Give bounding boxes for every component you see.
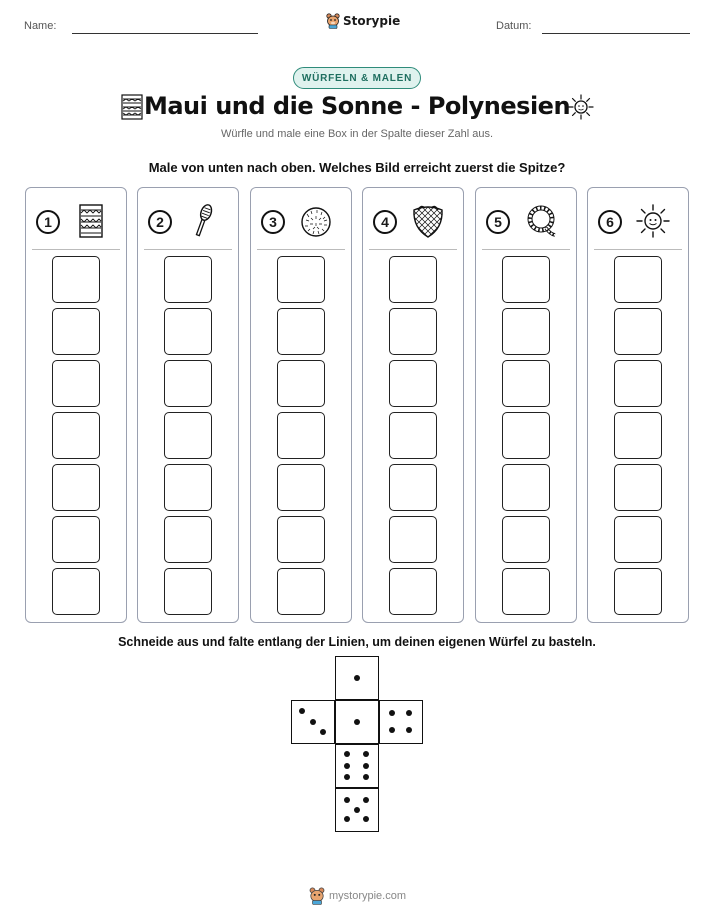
dice-face-1 xyxy=(335,700,379,744)
activity-badge: WÜRFELN & MALEN xyxy=(293,67,421,89)
column-number: 1 xyxy=(36,210,60,234)
coloring-box[interactable] xyxy=(52,360,100,407)
dice-pip xyxy=(354,807,360,813)
dice-face-6 xyxy=(335,744,379,788)
rope-coil-icon xyxy=(522,202,560,240)
coloring-box[interactable] xyxy=(614,256,662,303)
page-title: Maui und die Sonne - Polynesien xyxy=(143,92,571,120)
coloring-box[interactable] xyxy=(614,412,662,459)
coloring-box[interactable] xyxy=(277,360,325,407)
dice-pip xyxy=(363,751,369,757)
dice-pip xyxy=(389,710,395,716)
footer-url: mystorypie.com xyxy=(329,890,407,902)
coloring-box[interactable] xyxy=(277,464,325,511)
coconut-icon xyxy=(297,202,335,240)
coloring-box[interactable] xyxy=(389,256,437,303)
tapa-cloth-icon xyxy=(72,202,110,240)
dice-pip xyxy=(344,774,350,780)
coloring-box[interactable] xyxy=(389,412,437,459)
coloring-box[interactable] xyxy=(389,516,437,563)
coloring-box[interactable] xyxy=(614,464,662,511)
coloring-box[interactable] xyxy=(614,308,662,355)
coloring-box[interactable] xyxy=(277,568,325,615)
column-4 xyxy=(362,187,464,623)
column-1 xyxy=(25,187,127,623)
dice-pip xyxy=(363,797,369,803)
coloring-box[interactable] xyxy=(614,568,662,615)
coloring-box[interactable] xyxy=(52,308,100,355)
fishing-net-icon xyxy=(409,202,447,240)
dice-pip xyxy=(354,719,360,725)
column-6 xyxy=(587,187,689,623)
column-2 xyxy=(137,187,239,623)
coloring-box[interactable] xyxy=(502,516,550,563)
coloring-box[interactable] xyxy=(389,568,437,615)
footer xyxy=(309,887,406,905)
date-line[interactable] xyxy=(542,33,690,34)
name-line[interactable] xyxy=(72,33,258,34)
coloring-box[interactable] xyxy=(389,308,437,355)
logo-text: Storypie xyxy=(343,14,401,28)
column-number: 2 xyxy=(148,210,172,234)
dice-pip xyxy=(320,729,326,735)
name-label: Name: xyxy=(24,20,57,32)
tiki-paddle-icon xyxy=(184,202,222,240)
date-label: Datum: xyxy=(496,20,532,32)
dice-pip xyxy=(299,708,305,714)
coloring-box[interactable] xyxy=(52,412,100,459)
dice-pip xyxy=(344,816,350,822)
coloring-box[interactable] xyxy=(389,464,437,511)
dice-pip xyxy=(344,763,350,769)
column-5 xyxy=(475,187,577,623)
coloring-box[interactable] xyxy=(164,568,212,615)
dice-pip xyxy=(389,727,395,733)
instruction: Male von unten nach oben. Welches Bild erreicht zuerst die Spitze? xyxy=(148,160,566,175)
coloring-box[interactable] xyxy=(502,360,550,407)
coloring-box[interactable] xyxy=(164,360,212,407)
column-3 xyxy=(250,187,352,623)
coloring-box[interactable] xyxy=(164,256,212,303)
column-divider xyxy=(32,249,120,250)
dice-face-1 xyxy=(335,656,379,700)
dice-face-3 xyxy=(291,700,335,744)
dice-pip xyxy=(344,751,350,757)
coloring-box[interactable] xyxy=(52,568,100,615)
sun-icon xyxy=(634,202,672,240)
sun-icon xyxy=(567,93,595,121)
coloring-box[interactable] xyxy=(52,516,100,563)
column-number: 5 xyxy=(486,210,510,234)
coloring-box[interactable] xyxy=(277,516,325,563)
coloring-box[interactable] xyxy=(502,412,550,459)
column-divider xyxy=(594,249,682,250)
coloring-box[interactable] xyxy=(277,308,325,355)
dice-pip xyxy=(363,763,369,769)
coloring-box[interactable] xyxy=(502,308,550,355)
dice-pip xyxy=(363,774,369,780)
coloring-box[interactable] xyxy=(277,412,325,459)
storypie-mascot-icon xyxy=(326,13,340,29)
coloring-box[interactable] xyxy=(614,360,662,407)
storypie-mascot-icon xyxy=(309,887,325,905)
dice-face-5 xyxy=(335,788,379,832)
dice-pip xyxy=(354,675,360,681)
dice-pip xyxy=(310,719,316,725)
coloring-box[interactable] xyxy=(164,412,212,459)
dice-pip xyxy=(344,797,350,803)
coloring-box[interactable] xyxy=(164,516,212,563)
cut-instruction: Schneide aus und falte entlang der Linien, um deinen eigenen Würfel zu basteln. xyxy=(118,635,596,649)
dice-pip xyxy=(406,710,412,716)
column-divider xyxy=(257,249,345,250)
coloring-box[interactable] xyxy=(52,464,100,511)
coloring-box[interactable] xyxy=(502,256,550,303)
column-divider xyxy=(369,249,457,250)
coloring-box[interactable] xyxy=(502,464,550,511)
column-number: 3 xyxy=(261,210,285,234)
coloring-box[interactable] xyxy=(52,256,100,303)
column-divider xyxy=(482,249,570,250)
coloring-box[interactable] xyxy=(164,308,212,355)
column-number: 4 xyxy=(373,210,397,234)
dice-pip xyxy=(363,816,369,822)
coloring-box[interactable] xyxy=(389,360,437,407)
column-divider xyxy=(144,249,232,250)
coloring-box[interactable] xyxy=(164,464,212,511)
logo xyxy=(326,13,400,29)
coloring-box[interactable] xyxy=(614,516,662,563)
coloring-box[interactable] xyxy=(502,568,550,615)
dice-face-4 xyxy=(379,700,423,744)
coloring-box[interactable] xyxy=(277,256,325,303)
subtitle: Würfle und male eine Box in der Spalte dieser Zahl aus. xyxy=(220,128,494,140)
dice-pip xyxy=(406,727,412,733)
column-number: 6 xyxy=(598,210,622,234)
